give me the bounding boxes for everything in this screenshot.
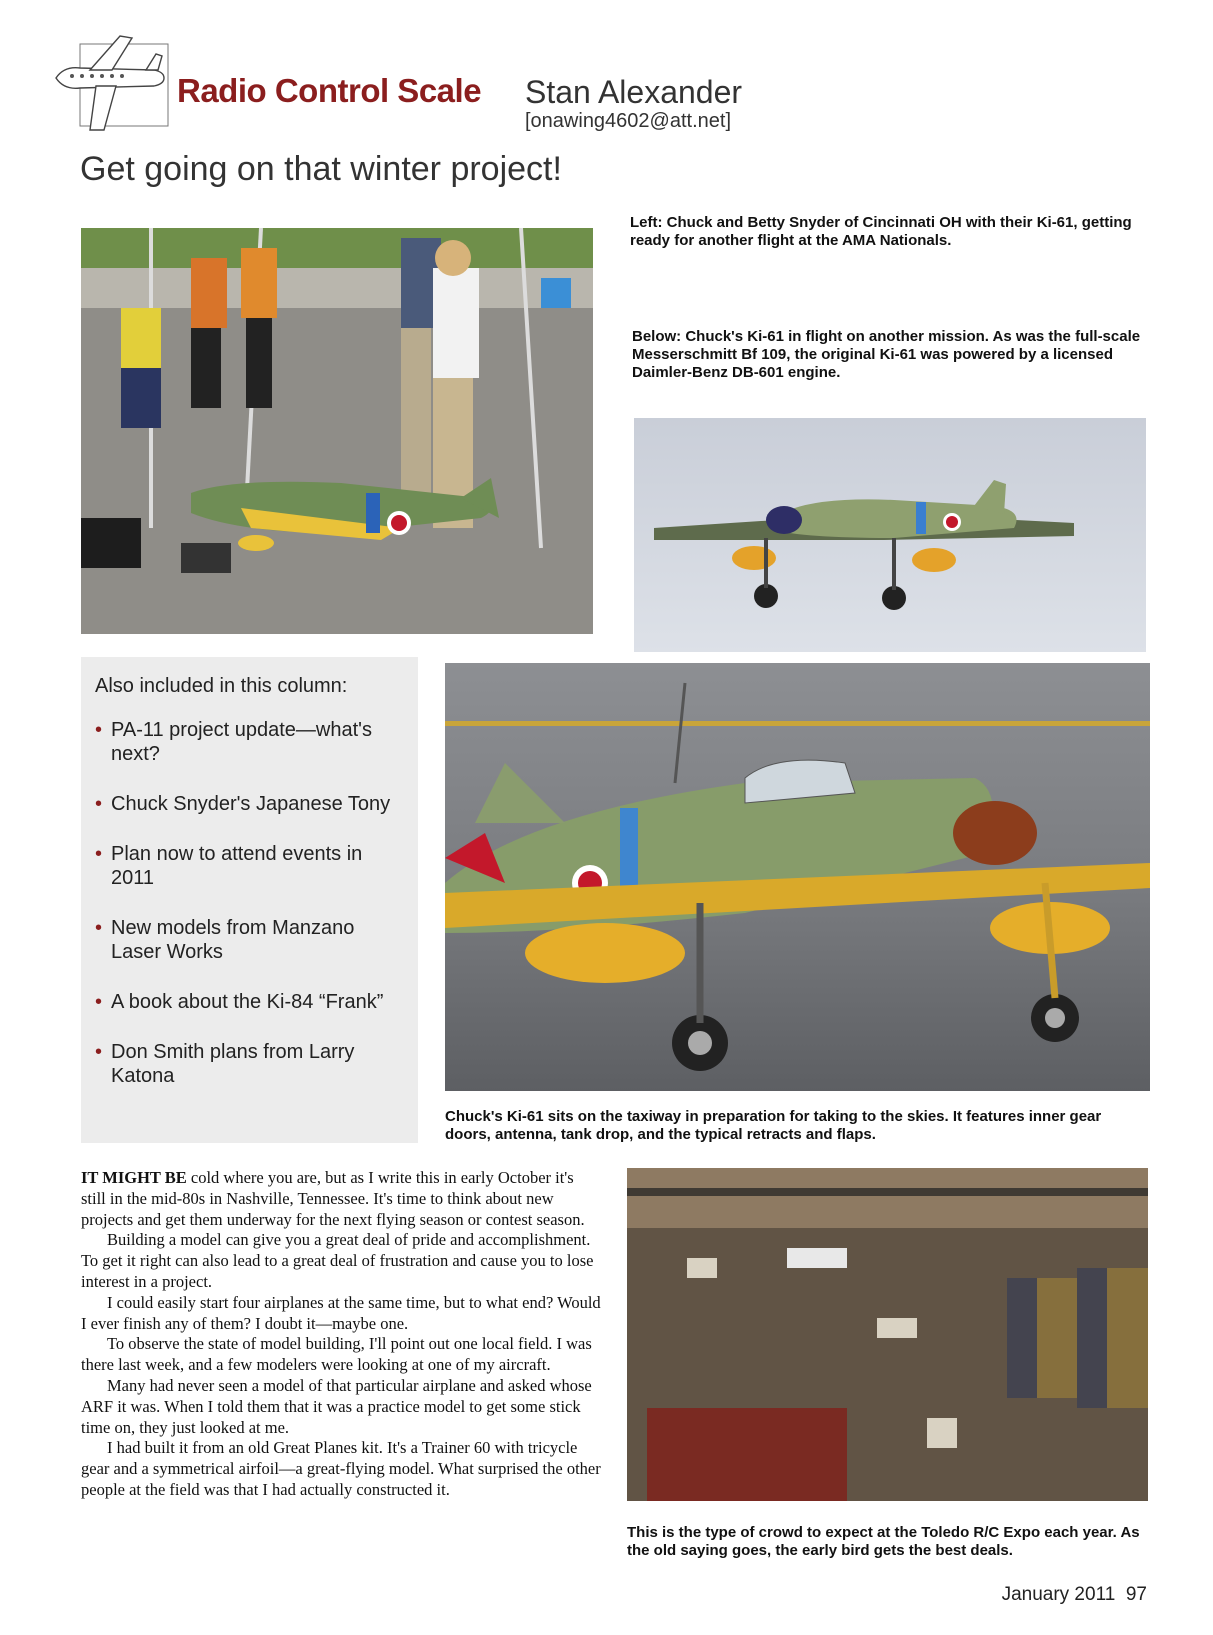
bullet-icon: • <box>95 917 103 939</box>
page-number: 97 <box>1125 1584 1147 1605</box>
caption-ki61-in-flight: Below: Chuck's Ki-61 in flight on another mission. As was the full-scale Messerschmitt Bf 109, the original Ki-61 was powered by a licensed Daimler-Benz DB-601 engine. <box>632 328 1141 381</box>
bullet-icon: • <box>95 793 103 815</box>
sidebar-item: • PA-11 project update—what's next? <box>95 719 372 765</box>
column-title: Radio Control Scale <box>177 72 482 109</box>
body-paragraph: I could easily start four airplanes at the same time, but to what end? Would I ever finish any of them? I doubt it—maybe one. <box>81 1292 601 1333</box>
sidebar-item: • Chuck Snyder's Japanese Tony <box>95 793 391 815</box>
bullet-icon: • <box>95 719 103 741</box>
photo-ki61-in-flight <box>634 418 1146 652</box>
caption-toledo-expo: This is the type of crowd to expect at the Toledo R/C Expo each year. As the old saying goes, the early bird gets the best deals. <box>627 1524 1140 1559</box>
body-paragraph: IT MIGHT BE cold where you are, but as I write this in early October it's still in the mid-80s in Nashville, Tennessee. It's time to think about new projects and get them underway for the next flying season or contest season. <box>81 1168 585 1229</box>
sidebar-item: • Plan now to attend events in 2011 <box>95 843 363 889</box>
body-paragraph: I had built it from an old Great Planes kit. It's a Trainer 60 with tricycle gear and a symmetrical airfoil—a great-flying model. What surprised the other people at the field was that I had actually constructed it. <box>81 1438 601 1499</box>
sidebar-column-contents <box>81 657 418 1143</box>
author-email: [onawing4602@att.net] <box>525 110 732 132</box>
bullet-icon: • <box>95 991 103 1013</box>
bullet-icon: • <box>95 843 103 865</box>
article-body <box>81 1168 602 1501</box>
body-paragraph: Many had never seen a model of that particular airplane and asked whose ARF it was. When I told them that it was a practice model to get some stick time on, they just looked at me. <box>81 1375 592 1437</box>
sidebar-item: • New models from Manzano Laser Works <box>95 917 355 963</box>
caption-taxiway: Chuck's Ki-61 sits on the taxiway in preparation for taking to the skies. It features inner gear doors, antenna, tank drop, and the typical retracts and flaps. <box>445 1108 1102 1143</box>
caption-snyders: Left: Chuck and Betty Snyder of Cincinnati OH with their Ki-61, getting ready for another flight at the AMA Nationals. <box>630 214 1132 249</box>
page-footer <box>1002 1584 1147 1606</box>
sidebar-title: Also included in this column: <box>95 675 348 697</box>
sidebar-item: • Don Smith plans from Larry Katona <box>95 1041 355 1087</box>
body-paragraph: To observe the state of model building, I'll point out one local field. I was there last week, and a few modelers were looking at one of my aircraft. <box>81 1334 592 1375</box>
author-name: Stan Alexander <box>525 74 743 110</box>
photo-ki61-on-taxiway <box>445 657 1150 1091</box>
photo-toledo-expo-crowd <box>627 1168 1148 1501</box>
article-headline: Get going on that winter project! <box>80 150 562 188</box>
lead-in: IT MIGHT BE <box>81 1168 187 1187</box>
bullet-icon: • <box>95 1041 103 1063</box>
column-logo-airplane-icon <box>50 30 170 140</box>
photo-snyders-with-ki61 <box>81 228 593 634</box>
sidebar-list <box>95 718 404 1088</box>
issue-date: January 2011 <box>1001 1584 1116 1605</box>
body-paragraph: Building a model can give you a great deal of pride and accomplishment. To get it right can also lead to a great deal of frustration and cause you to lose interest in a project. <box>81 1230 594 1291</box>
sidebar-item: • A book about the Ki-84 “Frank” <box>95 991 384 1013</box>
